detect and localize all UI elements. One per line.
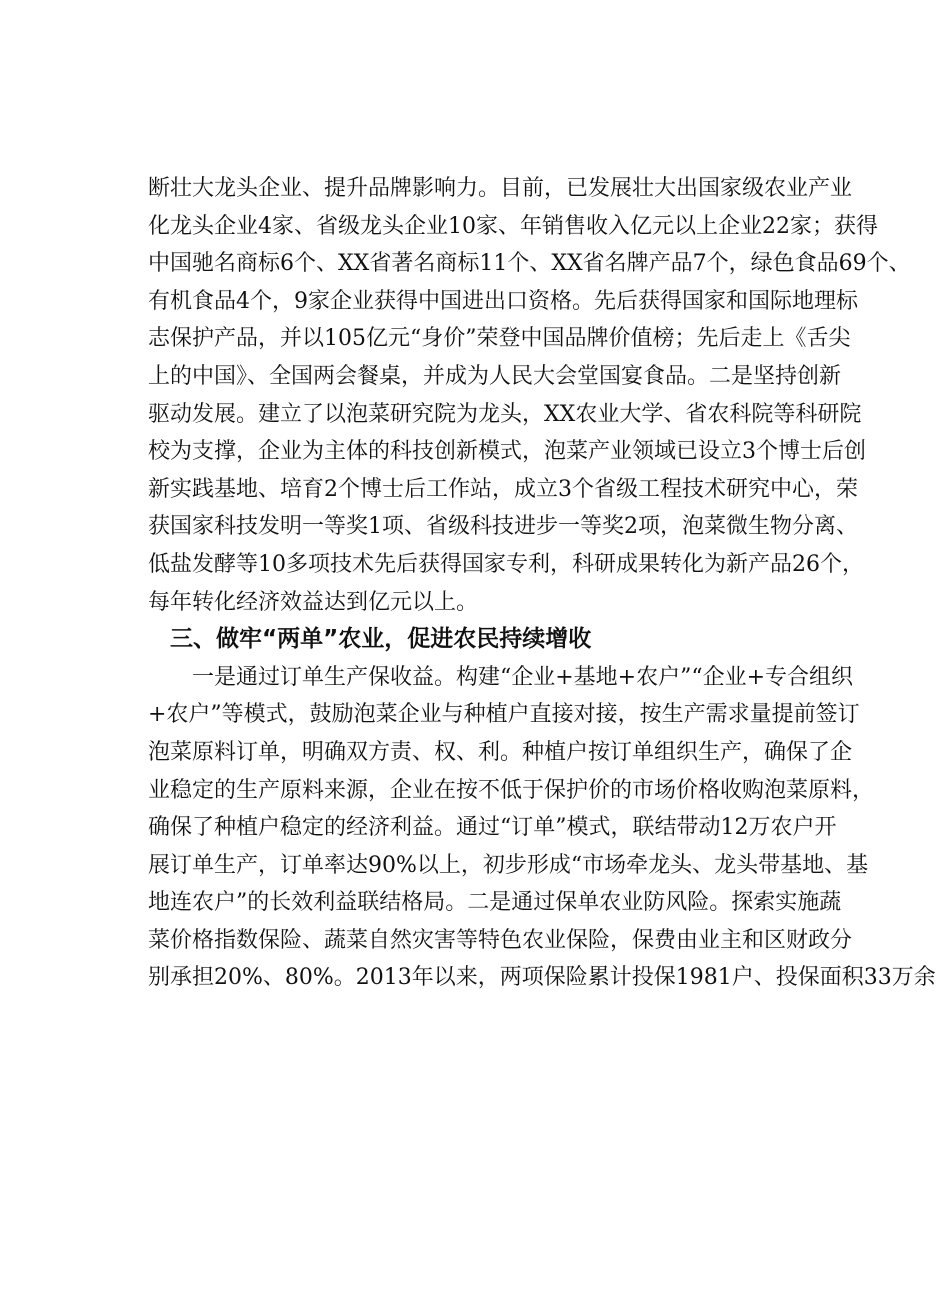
paragraph-line: 展订单生产，订单率达90%以上，初步形成“市场牵龙头、龙头带基地、基	[148, 852, 869, 878]
paragraph-line: 断壮大龙头企业、提升品牌影响力。目前，已发展壮大出国家级农业产业	[148, 176, 853, 201]
paragraph-line: 每年转化经济效益达到亿元以上。	[148, 589, 479, 615]
paragraph-line: +农户”等模式，鼓励泡菜企业与种植户直接对接，按生产需求量提前签订	[148, 702, 860, 728]
paragraph-line: 泡菜原料订单，明确双方责、权、利。种植户按订单组织生产，确保了企	[148, 739, 853, 765]
paragraph-line: 志保护产品，并以105亿元“身价”荣登中国品牌价值榜；先后走上《舌尖	[148, 326, 851, 352]
paragraph-line: 别承担20%、80%。2013年以来，两项保险累计投保1981户、投保面积33万余	[148, 965, 936, 991]
paragraph-line: 上的中国》、全国两会餐桌，并成为人民大会堂国宴食品。二是坚持创新	[148, 363, 842, 389]
paragraph-line: 菜价格指数保险、蔬菜自然灾害等特色农业保险，保费由业主和区财政分	[148, 927, 853, 953]
paragraph-line: 确保了种植户稳定的经济利益。通过“订单”模式，联结带动12万农户开	[148, 815, 837, 841]
paragraph-line: 化龙头企业4家、省级龙头企业10家、年销售收入亿元以上企业22家；获得	[148, 213, 878, 239]
paragraph-line: 校为支撑，企业为主体的科技创新模式，泡菜产业领域已设立3个博士后创	[148, 439, 866, 465]
paragraph-line: 新实践基地、培育2个博士后工作站，成立3个省级工程技术研究中心，荣	[148, 476, 858, 502]
paragraph-line: 有机食品4个，9家企业获得中国进出口资格。先后获得国家和国际地理标	[148, 288, 858, 314]
document-body	[148, 170, 936, 997]
paragraph-line: 低盐发酵等10多项技术先后获得国家专利，科研成果转化为新产品26个，	[148, 551, 864, 577]
paragraph-line: 地连农户”的长效利益联结格局。二是通过保单农业防风险。探索实施蔬	[148, 890, 842, 916]
section-heading: 三、做牢“两单”农业，促进农民持续增收	[170, 626, 592, 653]
paragraph-line: 获国家科技发明一等奖1项、省级科技进步一等奖2项，泡菜微生物分离、	[148, 514, 858, 540]
paragraph-line: 中国驰名商标6个、XX省著名商标11个、XX省名牌产品7个，绿色食品69个、	[148, 251, 911, 277]
paragraph-line: 驱动发展。建立了以泡菜研究院为龙头，XX农业大学、省农科院等科研院	[148, 401, 862, 427]
paragraph-line: 一是通过订单生产保收益。构建“企业+基地+农户”“企业+专合组织	[192, 664, 854, 690]
paragraph-line: 业稳定的生产原料来源，企业在按不低于保护价的市场价格收购泡菜原料，	[148, 777, 875, 803]
